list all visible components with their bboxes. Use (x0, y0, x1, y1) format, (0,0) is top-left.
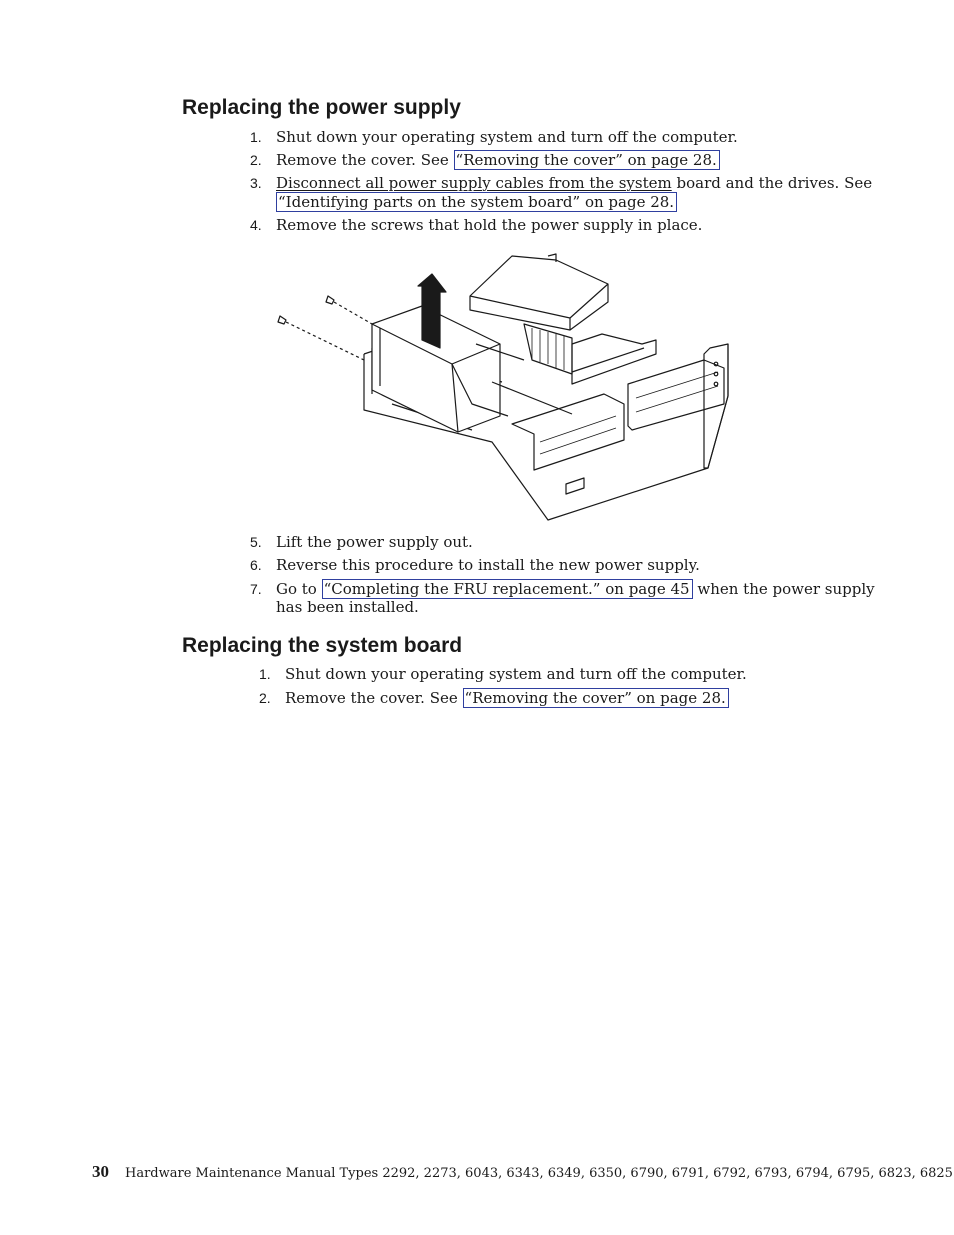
list-item (250, 556, 850, 576)
step-text: Lift the power supply out. (276, 533, 473, 551)
step-text: has been installed. (276, 598, 419, 616)
list-item (250, 128, 850, 148)
step-number: 5. (250, 534, 262, 550)
section-heading-power-supply: Replacing the power supply (182, 96, 461, 119)
disconnect-cables-link[interactable]: Disconnect all power supply cables from the system (276, 174, 672, 192)
step-text: Shut down your operating system and turn off the computer. (276, 128, 738, 146)
list-item (259, 689, 859, 709)
screw-icon (326, 296, 372, 324)
step-text: Go to (276, 580, 322, 598)
step-text: Remove the screws that hold the power supply in place. (276, 216, 703, 234)
section-heading-system-board: Replacing the system board (182, 634, 463, 657)
removing-cover-link[interactable]: “Removing the cover” on page 28. (463, 688, 729, 708)
list-item (250, 151, 850, 171)
step-text: Remove the cover. See (285, 689, 463, 707)
step-number: 7. (250, 581, 262, 597)
completing-fru-link[interactable]: “Completing the FRU replacement.” on page 45 (322, 579, 693, 599)
removing-cover-link[interactable]: “Removing the cover” on page 28. (454, 150, 720, 170)
step-text: Reverse this procedure to install the new power supply. (276, 556, 700, 574)
page-number: 30 (92, 1162, 109, 1181)
step-number: 1. (250, 129, 262, 145)
screw-icon (278, 316, 364, 360)
step-number: 6. (250, 557, 262, 573)
step-number: 3. (250, 175, 262, 191)
step-text: when the power supply (692, 580, 875, 598)
step-text: Shut down your operating system and turn off the computer. (285, 665, 747, 683)
power-supply-removal-illustration (272, 244, 732, 524)
footer-text: Hardware Maintenance Manual Types 2292, 2273, 6043, 6343, 6349, 6350, 6790, 6791, 6792, 6793, 6794, 6795, 6823, 6825 (125, 1166, 953, 1181)
identifying-parts-link[interactable]: “Identifying parts on the system board” on page 28. (276, 192, 677, 212)
step-text: Remove the cover. See (276, 151, 454, 169)
list-item (250, 216, 850, 236)
step-number: 4. (250, 217, 262, 233)
list-item (250, 533, 850, 553)
step-text: board and the drives. See (671, 174, 873, 192)
step-number: 2. (250, 152, 262, 168)
page-footer (92, 1162, 953, 1182)
list-item (250, 174, 873, 214)
step-number: 1. (259, 666, 271, 682)
list-item (259, 665, 859, 685)
list-item (250, 580, 875, 620)
step-number: 2. (259, 690, 271, 706)
